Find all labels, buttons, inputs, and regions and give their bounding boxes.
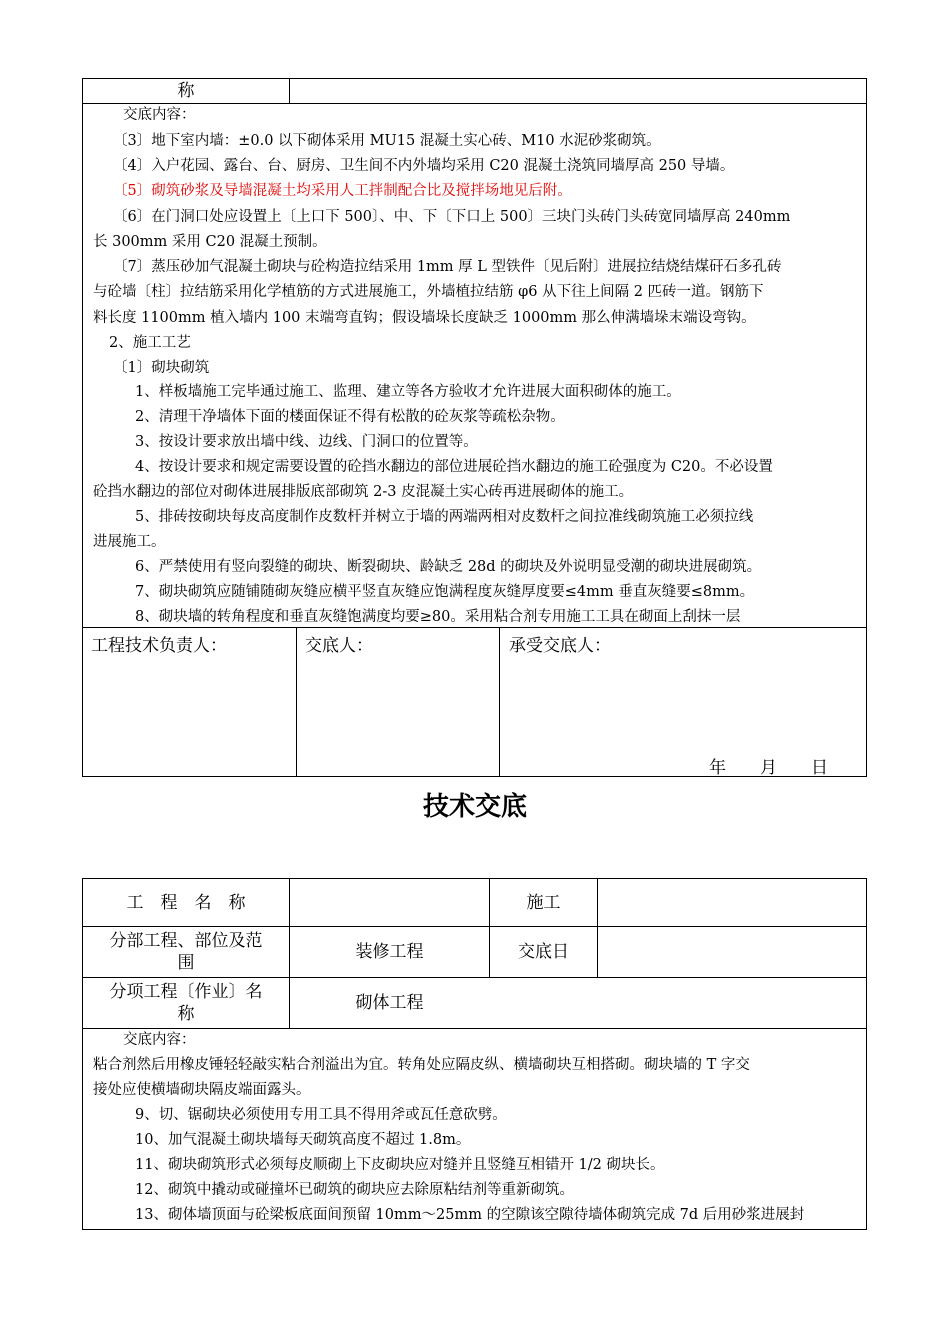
project-name-label-tail: 称 <box>177 81 195 101</box>
disclosure-table-1 <box>82 78 867 777</box>
subitem-label-line-2: 称 <box>177 1004 195 1024</box>
subitem-label <box>83 978 289 1028</box>
technical-lead-signature-label: 工程技术负责人： <box>91 636 227 656</box>
content-line: 9、切、锯砌块必须使用专用工具不得用斧或瓦任意砍劈。 <box>135 1107 507 1123</box>
content-line: 〔3〕地下室内墙：±0.0 以下砌体采用 MU15 混凝土实心砖、M10 水泥砂浆砌筑。 <box>113 133 661 149</box>
content-line: 7、砌块砌筑应随铺随砌灰缝应横平竖直灰缝应饱满程度灰缝厚度要≤4mm 垂直灰缝要≤8mm。 <box>135 584 755 600</box>
construction-label: 施工 <box>526 892 561 913</box>
signature-row-divider <box>83 627 866 628</box>
signature-divider <box>499 627 500 776</box>
discloser-signature-label: 交底人： <box>305 636 373 656</box>
content-line: 5、排砖按砌块每皮高度制作皮数杆并树立于墙的两端两相对皮数杆之间拉准线砌筑施工必须拉线 <box>135 509 754 525</box>
row-divider <box>83 1028 866 1029</box>
content-line: 〔4〕入户花园、露台、台、厨房、卫生间不内外墙均采用 C20 混凝土浇筑同墙厚高 250 导墙。 <box>113 158 735 174</box>
subsection-heading: 〔1〕砌块砌筑 <box>113 360 210 376</box>
receiver-signature-label: 承受交底人： <box>509 636 611 656</box>
content-line: 1、样板墙施工完毕通过施工、监理、建立等各方验收才允许进展大面积砌体的施工。 <box>135 384 681 400</box>
division-label-line-2: 围 <box>177 953 195 973</box>
content-line: 3、按设计要求放出墙中线、边线、门洞口的位置等。 <box>135 434 478 450</box>
subitem-label-line-1: 分项工程〔作业〕名 <box>109 982 263 1002</box>
content-line-highlight: 〔5〕砌筑砂浆及导墙混凝土均采用人工拌制配合比及搅拌场地见后附。 <box>113 183 572 199</box>
content-line: 13、砌体墙顶面与砼梁板底面间预留 10mm～25mm 的空隙该空隙待墙体砌筑完成 7d 后用砂浆进展封 <box>135 1207 805 1223</box>
content-heading: 交底内容： <box>123 107 196 123</box>
division-label <box>83 927 289 977</box>
content-heading: 交底内容： <box>123 1032 196 1048</box>
subitem-value: 砌体工程 <box>355 993 424 1013</box>
signature-divider <box>296 627 297 776</box>
content-line: 〔6〕在门洞口处应设置上〔上口下 500〕、中、下〔下口上 500〕三块门头砖门头砖宽同墙厚高 240mm <box>113 209 791 225</box>
header-column-divider <box>289 79 290 103</box>
disclosure-date-label: 交底日 <box>518 942 569 962</box>
division-value: 装修工程 <box>355 942 424 962</box>
content-line: 11、砌块砌筑形式必须每皮顺砌上下皮砌块应对缝并且竖缝互相错开 1/2 砌块长。 <box>135 1157 665 1173</box>
content-line: 与砼墙〔柱〕拉结筋采用化学植筋的方式进展施工，外墙植拉结筋 φ6 从下往上间隔 2 匹砖一道。钢筋下 <box>93 284 764 300</box>
content-line: 2、清理干净墙体下面的楼面保证不得有松散的砼灰浆等疏松杂物。 <box>135 409 565 425</box>
disclosure-table-2 <box>82 878 867 1230</box>
content-line: 10、加气混凝土砌块墙每天砌筑高度不超过 1.8m。 <box>135 1132 471 1148</box>
content-line: 接处应使横墙砌块隔皮端面露头。 <box>93 1082 311 1098</box>
division-label-line-1: 分部工程、部位及范 <box>109 931 263 951</box>
header-row-divider <box>83 103 866 104</box>
content-line: 〔7〕蒸压砂加气混凝土砌块与砼构造拉结采用 1mm 厚 L 型铁件〔见后附〕进展拉结烧结煤矸石多孔砖 <box>113 259 782 275</box>
content-line: 砼挡水翻边的部位对砌体进展排版底部砌筑 2-3 皮混凝土实心砖再进展砌体的施工。 <box>93 484 634 500</box>
content-line: 8、砌块墙的转角程度和垂直灰缝饱满度均要≥80。采用粘合剂专用施工工具在砌面上刮抹一层 <box>135 609 741 625</box>
content-line: 12、砌筑中撬动或碰撞坏已砌筑的砌块应去除原粘结剂等重新砌筑。 <box>135 1182 574 1198</box>
section-heading: 2、施工工艺 <box>109 335 191 351</box>
content-line: 长 300mm 采用 C20 混凝土预制。 <box>93 234 327 250</box>
content-line: 粘合剂然后用橡皮锤轻轻敲实粘合剂溢出为宜。转角处应隔皮纵、横墙砌块互相搭砌。砌块墙的 T 字交 <box>93 1057 750 1073</box>
project-name-value <box>290 879 489 926</box>
project-name-label: 工 程 名 称 <box>126 892 246 913</box>
signature-date: 年 月 日 <box>709 758 828 778</box>
content-line: 6、严禁使用有竖向裂缝的砌块、断裂砌块、龄缺乏 28d 的砌块及外说明显受潮的砌块进展砌筑。 <box>135 559 762 575</box>
content-line: 4、按设计要求和规定需要设置的砼挡水翻边的部位进展砼挡水翻边的施工砼强度为 C20。不必设置 <box>135 459 773 475</box>
content-line: 进展施工。 <box>93 534 166 550</box>
content-line: 料长度 1100mm 植入墙内 100 末端弯直钩；假设墙垛长度缺乏 1000mm 那么伸满墙垛末端设弯钩。 <box>93 310 756 326</box>
column-divider <box>597 879 598 977</box>
page-title: 技术交底 <box>422 792 527 822</box>
